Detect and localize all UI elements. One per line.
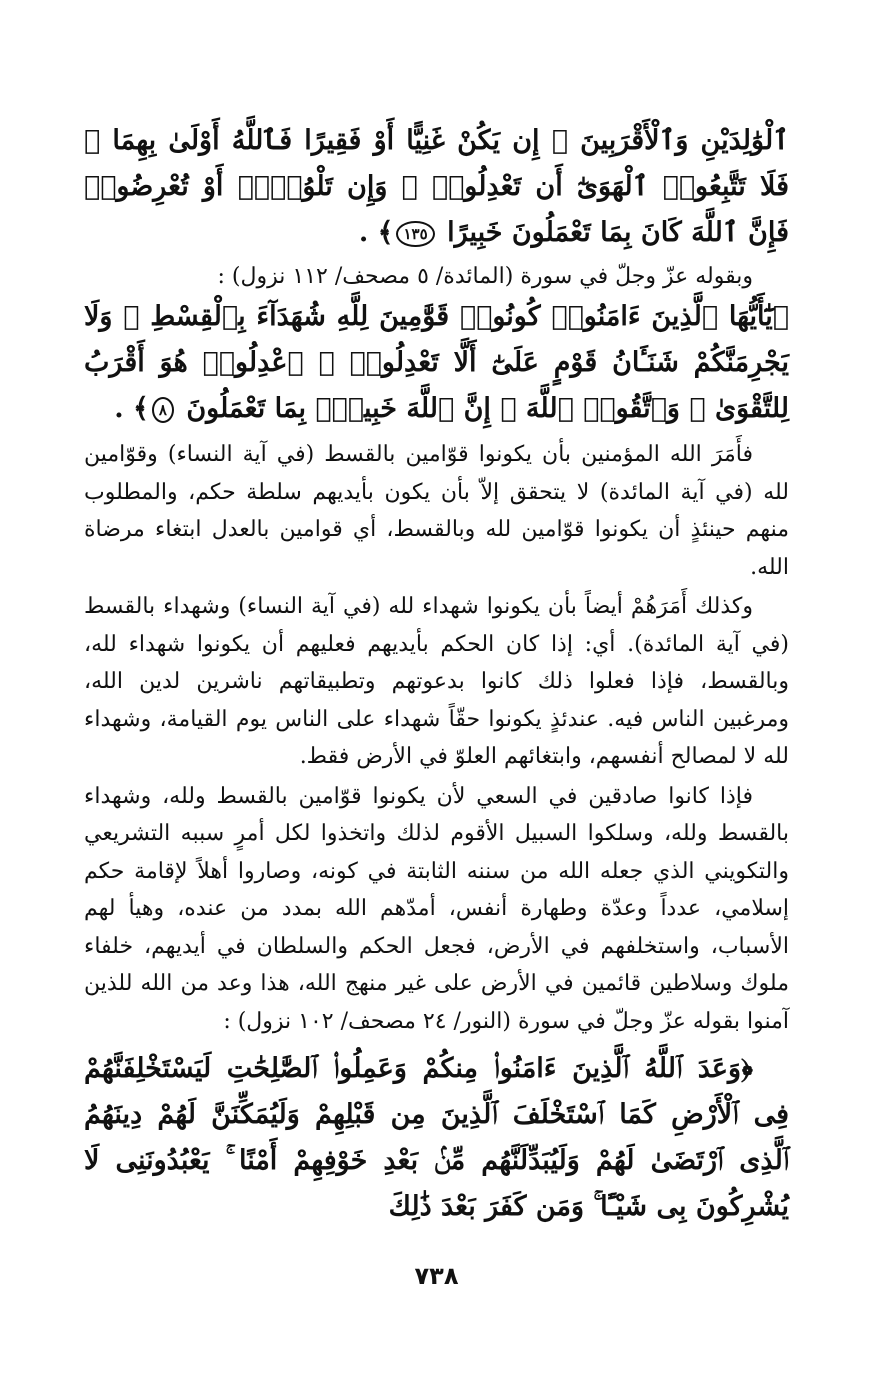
quran-verse-maidah-8 [84,294,789,432]
paragraph-1: فأَمَرَ الله المؤمنين بأن يكونوا قوّامين بالقسط (في آية النساء) وقوّامين لله (في آية المائدة) لا يتحقق إلاّ بأن يكون بأيديهم سلطة حكم، والمطلوب منهم حينئذٍ أن يكونوا قوّامين لله وبالقسط، أي قوامين بالعدل ابتغاء مرضاة الله. [84,442,789,580]
verse-open-bracket: ﴿ [772,301,789,332]
verse-text: يَٰٓأَيُّهَا ٱلَّذِينَ ءَامَنُوا۟ كُونُوا۟ قَوَّٰمِينَ لِلَّهِ شُهَدَآءَ بِٱلْقِسْطِ ۖ وَلَا يَجْرِمَنَّكُمْ شَنَـَٔانُ قَوْمٍ عَلَىٰٓ أَلَّا تَعْدِلُوا۟ ۚ ٱعْدِلُوا۟ هُوَ أَقْرَبُ لِلتَّقْوَىٰ ۖ وَٱتَّقُوا۟ ٱللَّهَ ۚ إِنَّ ٱللَّهَ خَبِيرٌۢ بِمَا تَعْمَلُونَ [84,301,789,424]
intro-line-maidah: وبقوله عزّ وجلّ في سورة (المائدة/ ٥ مصحف/ ١١٢ نزول) : [217,264,753,289]
ayah-number-badge: ٨ [152,397,174,423]
quran-verse-nisa-135 [84,118,789,256]
paragraph-3: فإذا كانوا صادقين في السعي لأن يكونوا قوّامين بالقسط ولله، وشهداء بالقسط ولله، وسلكوا السبيل الأقوم لذلك واتخذوا لكل أمرٍ سببه التشريعي والتكويني الذي جعله الله من سننه الثابتة في كونه، وصاروا أهلاً لإقامة حكم إسلامي، عدداً وعدّة وطهارة أنفس، أمدّهم الله بمدد من عنده، وهيأ لهم الأسباب، واستخلفهم في الأرض، فجعل الحكم والسلطان في أيديهم، خلفاء ملوك وسلاطين قائمين في الأرض على غير منهج الله، هذا وعد من الله للذين آمنوا بقوله عزّ وجلّ في سورة (النور/ ٢٤ مصحف/ ١٠٢ نزول) : [84,783,789,1034]
page-body [84,118,789,1230]
verse-close-bracket: ﴾ . [358,217,394,248]
verse-close-bracket: ﴾ . [114,393,149,424]
ayah-number-badge: ١٣٥ [396,221,434,247]
paragraph-2: وكذلك أَمَرَهُمْ أيضاً بأن يكونوا شهداء لله (في آية النساء) وشهداء بالقسط (في آية المائدة). أي: إذا كان الحكم بأيديهم فعليهم أن يكونوا شهداء لله، وبالقسط، فإذا فعلوا ذلك كانوا بدعوتهم وتطبيقاتهم ناشرين لدين الله، ومرغبين الناس فيه. عندئذٍ يكونوا حقّاً شهداء على الناس يوم القيامة، وشهداء لله لا لمصالح أنفسهم، وابتغائهم العلوّ في الأرض فقط. [84,594,789,769]
page-number: ٧٣٨ [414,1262,459,1290]
verse-open-bracket: ﴿ [741,1053,753,1084]
verse-text: وَعَدَ ٱللَّهُ ٱلَّذِينَ ءَامَنُوا۟ مِنكُمْ وَعَمِلُوا۟ ٱلصَّٰلِحَٰتِ لَيَسْتَخْلِفَنَّهُمْ فِى ٱلْأَرْضِ كَمَا ٱسْتَخْلَفَ ٱلَّذِينَ مِن قَبْلِهِمْ وَلَيُمَكِّنَنَّ لَهُمْ دِينَهُمُ ٱلَّذِى ٱرْتَضَىٰ لَهُمْ وَلَيُبَدِّلَنَّهُم مِّنۢ بَعْدِ خَوْفِهِمْ أَمْنًا ۚ يَعْبُدُونَنِى لَا يُشْرِكُونَ بِى شَيْـًٔا ۚ وَمَن كَفَرَ بَعْدَ ذَٰلِكَ [84,1053,789,1222]
verse-text: ٱلْوَٰلِدَيْنِ وَٱلْأَقْرَبِينَ ۚ إِن يَكُنْ غَنِيًّا أَوْ فَقِيرًا فَٱللَّهُ أَوْلَىٰ بِهِمَا ۖ فَلَا تَتَّبِعُوا۟ ٱلْهَوَىٰٓ أَن تَعْدِلُوا۟ ۚ وَإِن تَلْوُۥٓا۟ أَوْ تُعْرِضُوا۟ فَإِنَّ ٱللَّهَ كَانَ بِمَا تَعْمَلُونَ خَبِيرًا [84,125,789,248]
quran-verse-nur-55 [84,1046,789,1230]
